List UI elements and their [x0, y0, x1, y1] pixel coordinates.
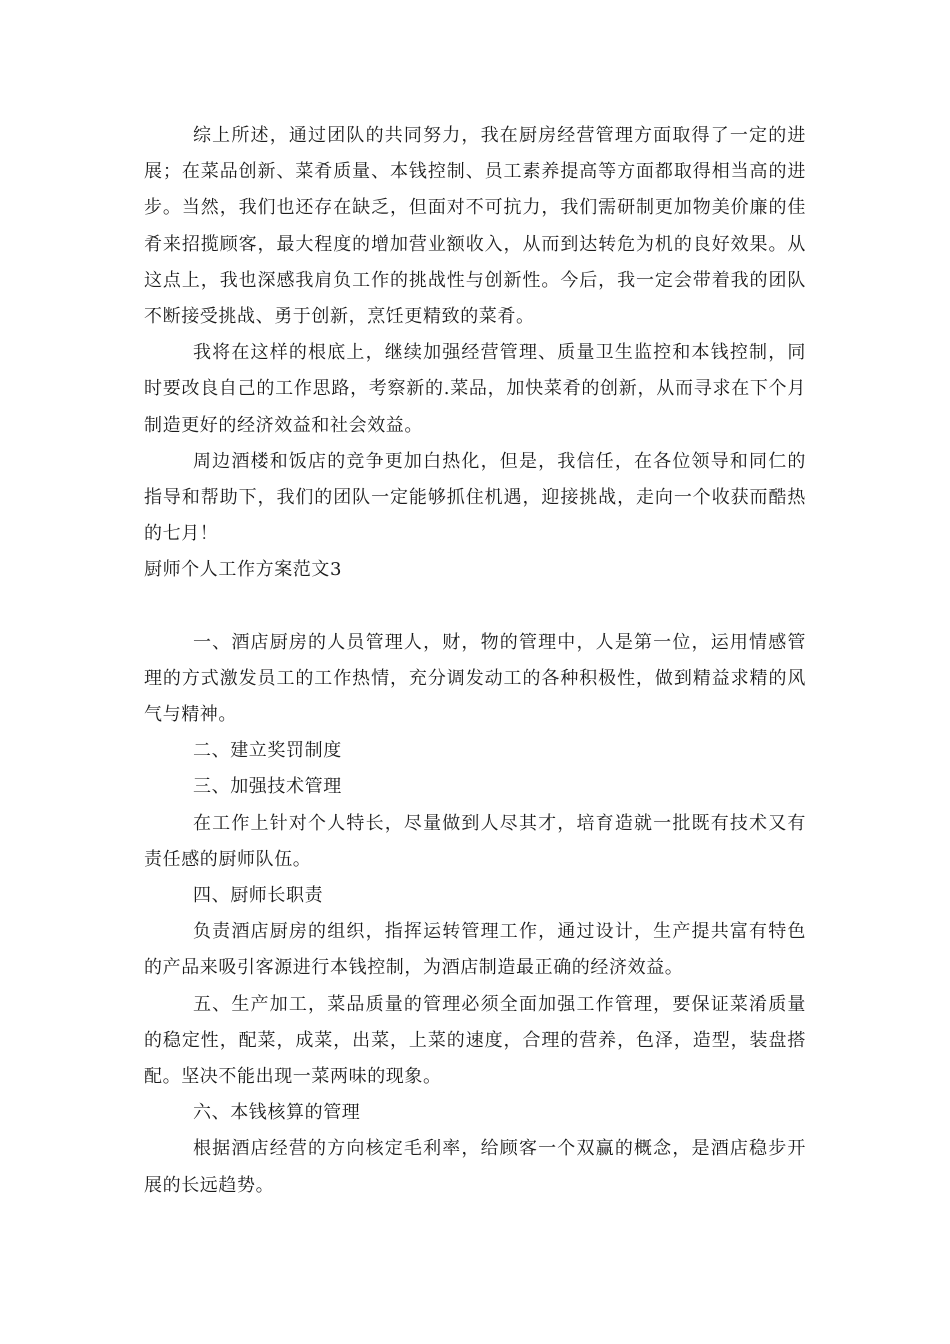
paragraph-staff-management: 一、酒店厨房的人员管理人，财，物的管理中，人是第一位，运用情感管理的方式激发员工的工作热情，充分调发动工的各种积极性，做到精益求精的风气与精神。 [144, 631, 806, 726]
paragraph-plan: 我将在这样的根底上，继续加强经营管理、质量卫生监控和本钱控制，同时要改良自己的工作思路，考察新的.菜品，加快菜肴的创新，从而寻求在下个月制造更好的经济效益和社会效益。 [144, 342, 806, 436]
document-page [144, 118, 806, 1204]
paragraph-chef-duties: 负责酒店厨房的组织，指挥运转管理工作，通过设计，生产提共富有特色的产品来吸引客源进行本钱控制，为酒店制造最正确的经济效益。 [144, 921, 806, 979]
blank-line [144, 589, 806, 625]
paragraph-competition: 周边酒楼和饭店的竞争更加白热化，但是，我信任，在各位领导和同仁的指导和帮助下，我们的团队一定能够抓住机遇，迎接挑战，走向一个收获而酷热的七月！ [144, 450, 806, 545]
paragraph-production: 五、生产加工，菜品质量的管理必须全面加强工作管理，要保证菜淆质量的稳定性，配菜，成菜，出菜，上菜的速度，合理的营养，色泽，造型，装盘搭配。坚决不能出现一菜两味的现象。 [144, 993, 806, 1088]
paragraph-cost-accounting: 根据酒店经营的方向核定毛利率，给顾客一个双赢的概念，是酒店稳步开展的长远趋势。 [144, 1138, 806, 1196]
item-reward-system: 二、建立奖罚制度 [193, 740, 342, 762]
section-title: 厨师个人工作方案范文3 [144, 559, 343, 581]
item-chef-duties: 四、厨师长职责 [193, 885, 324, 907]
paragraph-summary: 综上所述，通过团队的共同努力，我在厨房经营管理方面取得了一定的进展；在菜品创新、菜肴质量、本钱控制、员工素养提高等方面都取得相当高的进步。当然，我们也还存在缺乏，但面对不可抗力，我们需研制更加物美价廉的佳肴来招揽顾客，最大程度的增加营业额收入，从而到达转危为机的良好效果。从这点上，我也深感我肩负工作的挑战性与创新性。今后，我一定会带着我的团队不断接受挑战、勇于创新，烹饪更精致的菜肴。 [144, 125, 806, 328]
item-cost-accounting: 六、本钱核算的管理 [193, 1102, 361, 1124]
paragraph-technical-management: 在工作上针对个人特长，尽量做到人尽其才，培育造就一批既有技术又有责任感的厨师队伍。 [144, 812, 806, 870]
item-technical-management: 三、加强技术管理 [193, 776, 342, 798]
